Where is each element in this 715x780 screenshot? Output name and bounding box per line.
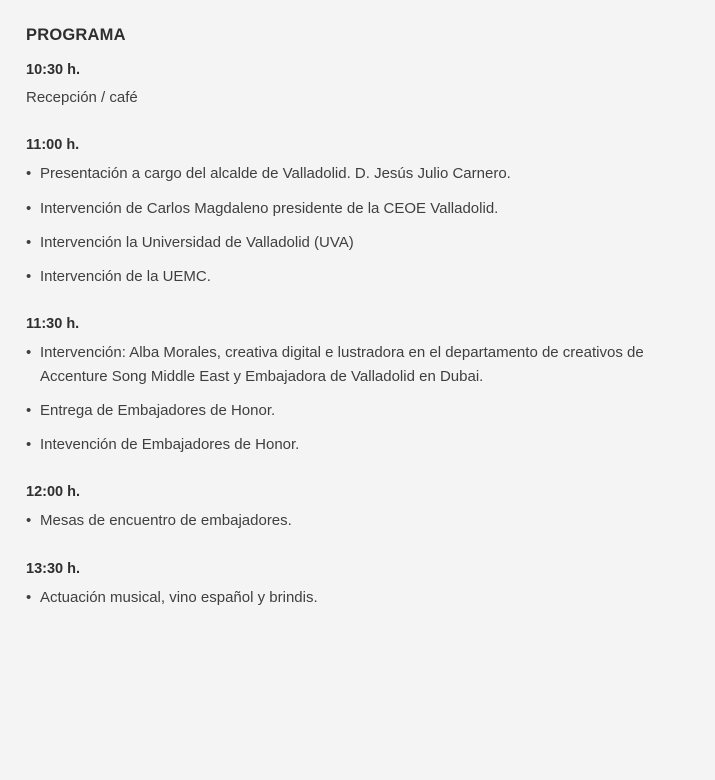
program-block [26, 314, 693, 456]
page-title: PROGRAMA [26, 26, 126, 44]
program-bullet-text: Intevención de Embajadores de Honor. [40, 436, 300, 454]
program-bullet [26, 231, 693, 254]
bullet-icon: • [26, 344, 32, 362]
program-bullet-text: Actuación musical, vino español y brindis. [40, 588, 318, 606]
program-time: 10:30 h. [26, 61, 80, 78]
program-bullet [26, 341, 693, 388]
bullet-icon: • [26, 165, 32, 183]
program-time: 13:30 h. [26, 560, 80, 577]
bullet-icon: • [26, 268, 32, 286]
program-time: 12:00 h. [26, 484, 80, 501]
program-block [26, 559, 693, 609]
program-bullet-text: Presentación a cargo del alcalde de Valladolid. D. Jesús Julio Carnero. [40, 165, 511, 183]
program-line: Recepción / café [26, 88, 138, 106]
program-time: 11:30 h. [26, 316, 80, 333]
bullet-icon: • [26, 401, 32, 419]
program-bullet-text: Intervención la Universidad de Valladolid (UVA) [40, 233, 354, 251]
bullet-icon: • [26, 512, 32, 530]
program-bullet-text: Intervención: Alba Morales, creativa digital e lustradora en el departamento de creativos de Accenture Song Middle East y Embajadora de Valladolid en Dubai. [40, 344, 644, 385]
program-bullet-text: Entrega de Embajadores de Honor. [40, 401, 276, 419]
program-bullet-text: Intervención de Carlos Magdaleno presidente de la CEOE Valladolid. [40, 199, 499, 217]
bullet-icon: • [26, 199, 32, 217]
program-bullet-text: Mesas de encuentro de embajadores. [40, 512, 292, 530]
bullet-icon: • [26, 588, 32, 606]
program-bullet [26, 509, 693, 532]
program-bullet [26, 197, 693, 220]
bullet-icon: • [26, 233, 32, 251]
program-bullet [26, 433, 693, 456]
program-block [26, 482, 693, 532]
program-bullet [26, 586, 693, 609]
program-bullet [26, 162, 693, 185]
program-block [26, 135, 693, 288]
program-bullet [26, 399, 693, 422]
bullet-icon: • [26, 436, 32, 454]
program-bullet-text: Intervención de la UEMC. [40, 268, 211, 286]
program-bullet [26, 265, 693, 288]
program-block [26, 60, 693, 110]
program-time: 11:00 h. [26, 137, 80, 154]
